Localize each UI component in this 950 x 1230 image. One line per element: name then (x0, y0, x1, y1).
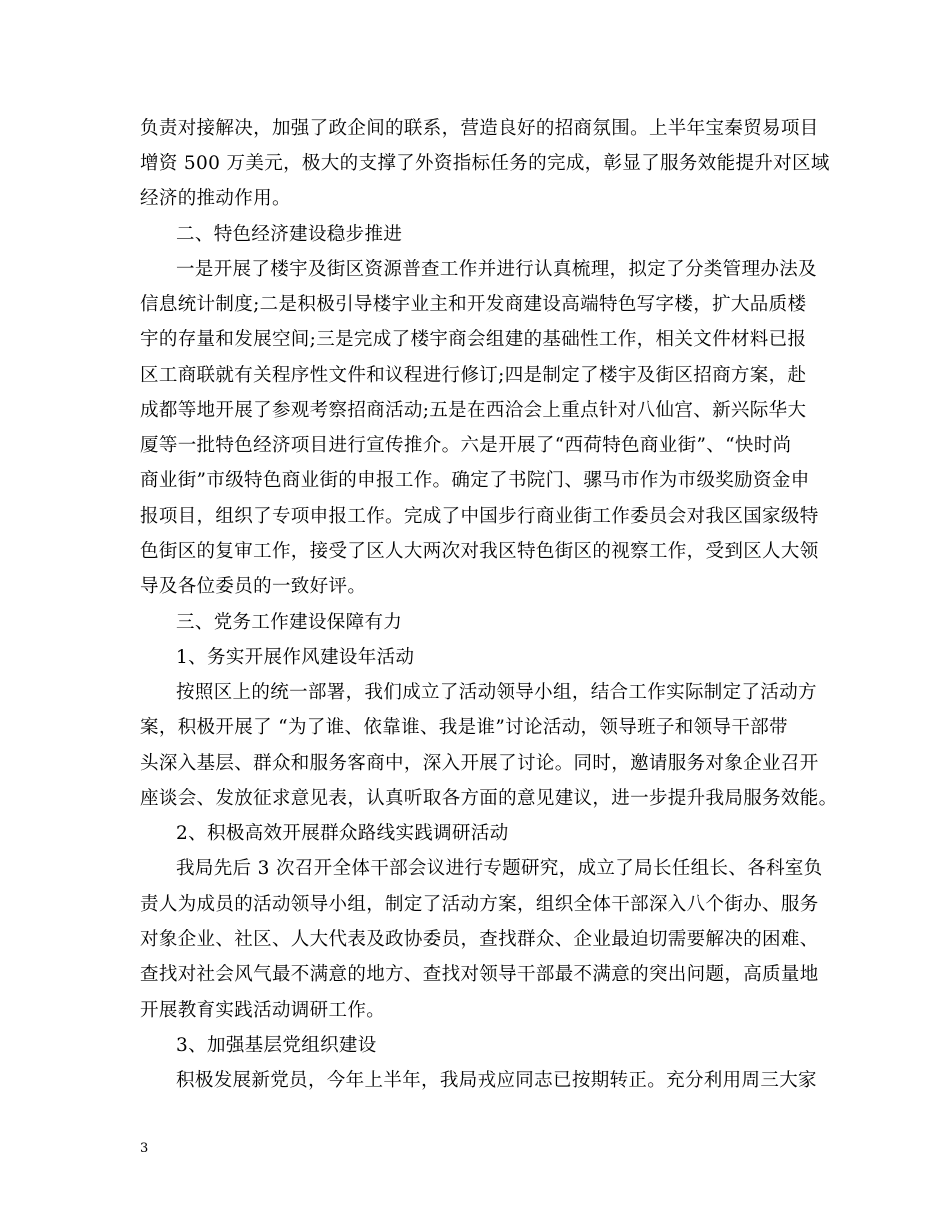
text-line: 区工商联就有关程序性文件和议程进行修订;四是制定了楼宇及街区招商方案，赴 (140, 365, 807, 386)
text-line: 色街区的复审工作，接受了区人大两次对我区特色街区的视察工作，受到区人大领 (140, 541, 819, 562)
text-line: 报项目，组织了专项申报工作。完成了中国步行商业街工作委员会对我区国家级特 (140, 506, 819, 527)
text-line: 责人为成员的活动领导小组，制定了活动方案，组织全体干部深入八个街办、服务 (140, 894, 819, 915)
subsection-heading: 2、积极高效开展群众路线实践调研活动 (176, 823, 509, 844)
text-line: 开展教育实践活动调研工作。 (140, 1000, 386, 1021)
page-number: 3 (140, 1141, 149, 1156)
section-heading: 二、特色经济建设稳步推进 (176, 224, 403, 245)
text-line: 成都等地开展了参观考察招商活动;五是在西洽会上重点针对八仙宫、新兴际华大 (140, 400, 807, 421)
text-line: 我局先后 3 次召开全体干部会议进行专题研究，成立了局长任组长、各科室负 (176, 858, 823, 879)
text-line: 增资 500 万美元，极大的支撑了外资指标任务的完成，彰显了服务效能提升对区域 (140, 153, 830, 174)
text-line: 一是开展了楼宇及街区资源普查工作并进行认真梳理，拟定了分类管理办法及 (176, 259, 817, 280)
text-line: 商业街”市级特色商业街的申报工作。确定了书院门、骡马市作为市级奖励资金申 (140, 470, 810, 491)
text-line: 查找对社会风气最不满意的地方、查找对领导干部最不满意的突出问题，高质量地 (140, 964, 819, 985)
text-line: 导及各位委员的一致好评。 (140, 576, 367, 597)
text-line: 按照区上的统一部署，我们成立了活动领导小组，结合工作实际制定了活动方 (176, 682, 817, 703)
text-line: 对象企业、社区、人大代表及政协委员，查找群众、企业最迫切需要解决的困难、 (140, 929, 819, 950)
text-line: 座谈会、发放征求意见表，认真听取各方面的意见建议，进一步提升我局服务效能。 (140, 788, 838, 809)
text-line: 厦等一批特色经济项目进行宣传推介。六是开展了“西荷特色商业街”、“快时尚 (140, 435, 792, 456)
text-line: 信息统计制度;二是积极引导楼宇业主和开发商建设高端特色写字楼，扩大品质楼 (140, 294, 807, 315)
text-line: 案，积极开展了 “为了谁、依靠谁、我是谁”讨论活动，领导班子和领导干部带 (140, 717, 788, 738)
text-line: 头深入基层、群众和服务客商中，深入开展了讨论。同时，邀请服务对象企业召开 (140, 753, 819, 774)
text-line: 积极发展新党员，今年上半年，我局戎应同志已按期转正。充分利用周三大家 (176, 1070, 817, 1091)
section-heading: 三、党务工作建设保障有力 (176, 612, 403, 633)
subsection-heading: 3、加强基层党组织建设 (176, 1035, 377, 1056)
text-line: 负责对接解决，加强了政企间的联系，营造良好的招商氛围。上半年宝秦贸易项目 (140, 118, 819, 139)
text-line: 经济的推动作用。 (140, 188, 291, 209)
subsection-heading: 1、务实开展作风建设年活动 (176, 647, 415, 668)
text-line: 宇的存量和发展空间;三是完成了楼宇商会组建的基础性工作，相关文件材料已报 (140, 329, 807, 350)
